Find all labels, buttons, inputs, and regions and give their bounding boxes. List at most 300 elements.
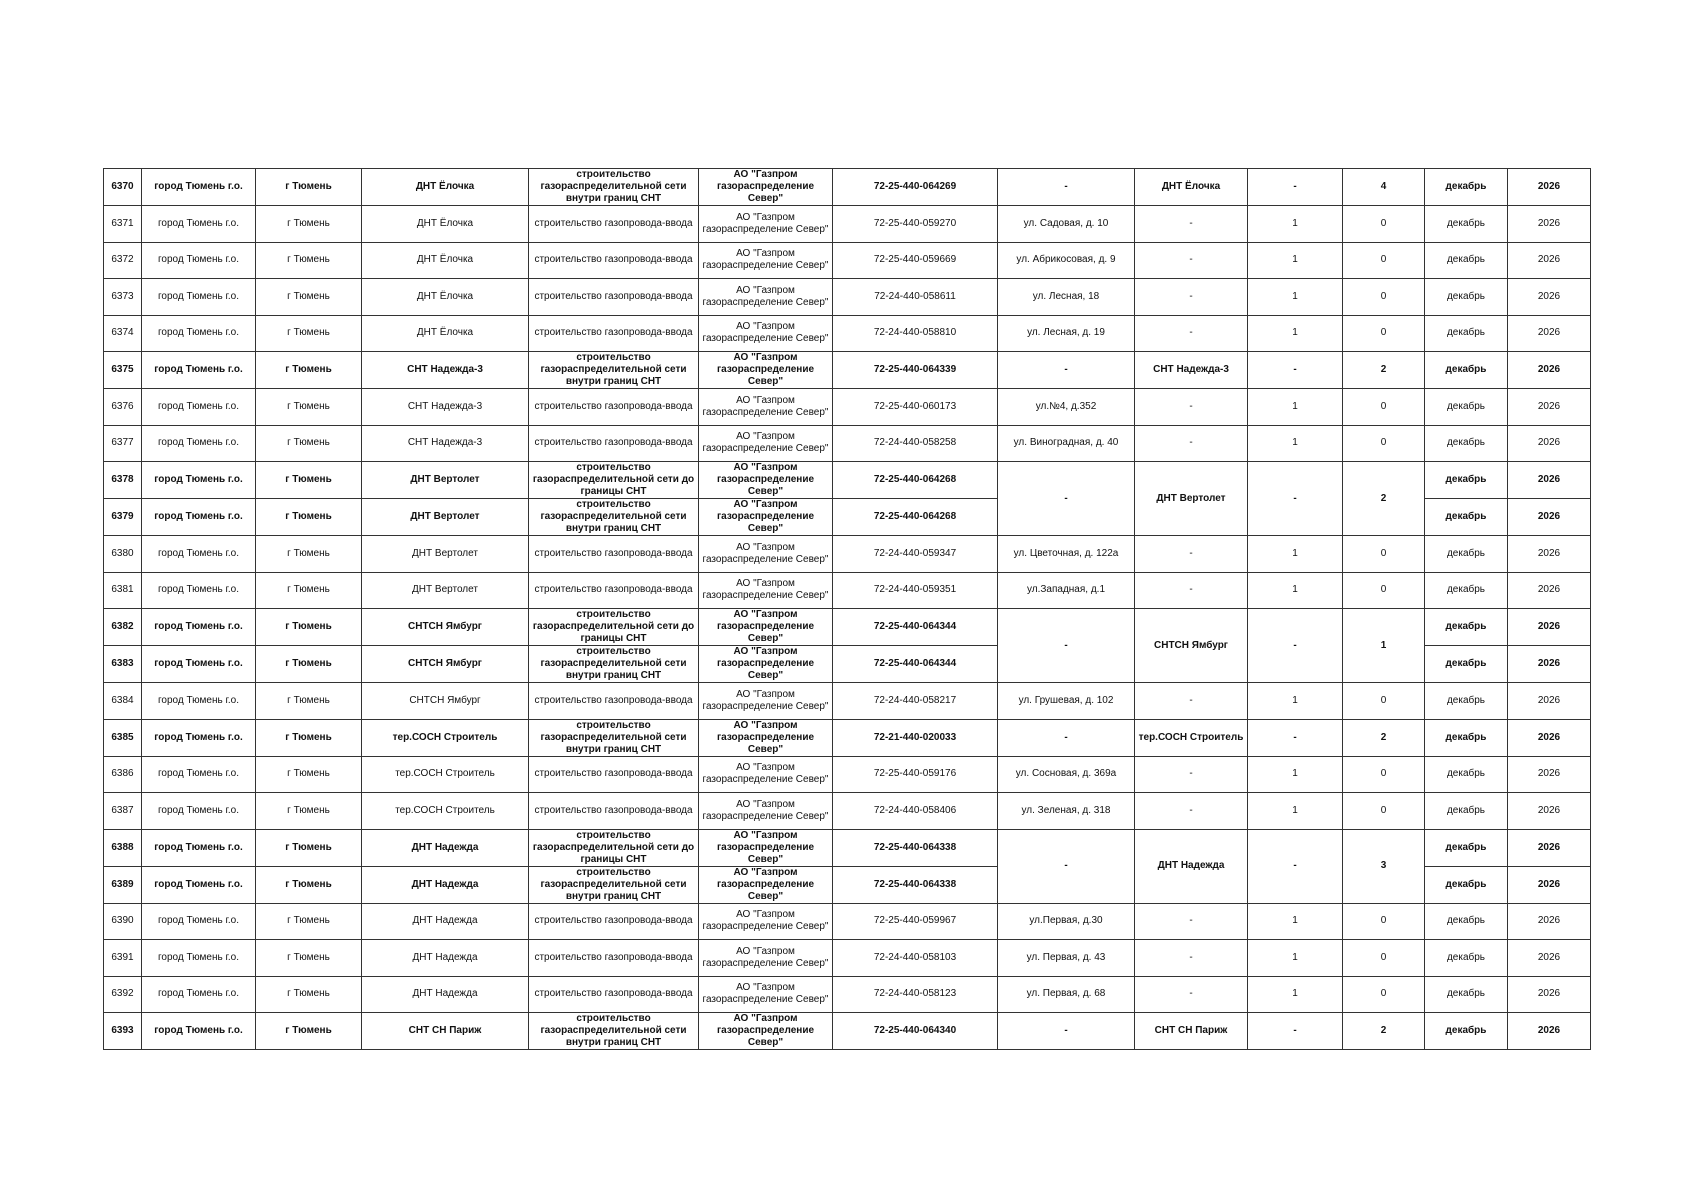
city-cell: г Тюмень — [256, 169, 362, 206]
month-cell: декабрь — [1425, 976, 1508, 1013]
organization-cell: АО "Газпром газораспределение Север" — [699, 866, 833, 903]
quantity-inputs-cell: 1 — [1248, 206, 1343, 243]
city-cell: г Тюмень — [256, 536, 362, 573]
organization-cell: АО "Газпром газораспределение Север" — [699, 169, 833, 206]
object-code-cell: 72-24-440-058406 — [833, 793, 998, 830]
city-cell: г Тюмень — [256, 829, 362, 866]
work-type-cell: строительство газораспределительной сети до границы СНТ — [529, 609, 699, 646]
object-code-cell: 72-25-440-064340 — [833, 1013, 998, 1050]
city-cell: г Тюмень — [256, 793, 362, 830]
row-number: 6377 — [104, 425, 142, 462]
object-code-cell: 72-24-440-058810 — [833, 315, 998, 352]
year-cell: 2026 — [1508, 536, 1591, 573]
address-cell: ул. Садовая, д. 10 — [998, 206, 1135, 243]
settlement-cell: ДНТ Вертолет — [362, 536, 529, 573]
settlement-cell: ДНТ Вертолет — [362, 572, 529, 609]
settlement-cell: СНТ СН Париж — [362, 1013, 529, 1050]
row-number: 6372 — [104, 242, 142, 279]
address-cell: - — [998, 169, 1135, 206]
year-cell: 2026 — [1508, 756, 1591, 793]
year-cell: 2026 — [1508, 940, 1591, 977]
object-code-cell: 72-25-440-064338 — [833, 829, 998, 866]
month-cell: декабрь — [1425, 793, 1508, 830]
object-name-cell: - — [1135, 389, 1248, 426]
row-number: 6382 — [104, 609, 142, 646]
row-number: 6386 — [104, 756, 142, 793]
table-row — [104, 683, 1591, 720]
object-code-cell: 72-25-440-064339 — [833, 352, 998, 389]
object-code-cell: 72-25-440-064268 — [833, 499, 998, 536]
quantity-inputs-cell: - — [1248, 462, 1343, 536]
work-type-cell: строительство газораспределительной сети внутри границ СНТ — [529, 1013, 699, 1050]
organization-cell: АО "Газпром газораспределение Север" — [699, 425, 833, 462]
district-cell: город Тюмень г.о. — [142, 866, 256, 903]
settlement-cell: ДНТ Надежда — [362, 829, 529, 866]
quantity-inputs-cell: - — [1248, 719, 1343, 756]
month-cell: декабрь — [1425, 462, 1508, 499]
quantity-network-cell: 0 — [1343, 683, 1425, 720]
address-cell: - — [998, 829, 1135, 903]
district-cell: город Тюмень г.о. — [142, 719, 256, 756]
work-type-cell: строительство газопровода-ввода — [529, 279, 699, 316]
city-cell: г Тюмень — [256, 866, 362, 903]
month-cell: декабрь — [1425, 279, 1508, 316]
table-row — [104, 756, 1591, 793]
quantity-network-cell: 0 — [1343, 242, 1425, 279]
object-name-cell: - — [1135, 756, 1248, 793]
year-cell: 2026 — [1508, 903, 1591, 940]
quantity-inputs-cell: 1 — [1248, 389, 1343, 426]
quantity-network-cell: 2 — [1343, 352, 1425, 389]
quantity-network-cell: 3 — [1343, 829, 1425, 903]
city-cell: г Тюмень — [256, 940, 362, 977]
organization-cell: АО "Газпром газораспределение Север" — [699, 719, 833, 756]
district-cell: город Тюмень г.о. — [142, 940, 256, 977]
organization-cell: АО "Газпром газораспределение Север" — [699, 279, 833, 316]
year-cell: 2026 — [1508, 572, 1591, 609]
quantity-network-cell: 2 — [1343, 719, 1425, 756]
month-cell: декабрь — [1425, 425, 1508, 462]
address-cell: ул. Сосновая, д. 369а — [998, 756, 1135, 793]
row-number: 6376 — [104, 389, 142, 426]
district-cell: город Тюмень г.о. — [142, 206, 256, 243]
object-code-cell: 72-24-440-059347 — [833, 536, 998, 573]
object-code-cell: 72-25-440-059270 — [833, 206, 998, 243]
work-type-cell: строительство газораспределительной сети внутри границ СНТ — [529, 499, 699, 536]
table-row — [104, 793, 1591, 830]
quantity-inputs-cell: - — [1248, 609, 1343, 683]
table-row — [104, 903, 1591, 940]
row-number: 6384 — [104, 683, 142, 720]
quantity-inputs-cell: 1 — [1248, 940, 1343, 977]
object-code-cell: 72-25-440-060173 — [833, 389, 998, 426]
year-cell: 2026 — [1508, 646, 1591, 683]
month-cell: декабрь — [1425, 756, 1508, 793]
quantity-inputs-cell: 1 — [1248, 683, 1343, 720]
table-row — [104, 352, 1591, 389]
object-name-cell: - — [1135, 279, 1248, 316]
row-number: 6390 — [104, 903, 142, 940]
city-cell: г Тюмень — [256, 279, 362, 316]
table-row — [104, 389, 1591, 426]
work-type-cell: строительство газораспределительной сети внутри границ СНТ — [529, 646, 699, 683]
organization-cell: АО "Газпром газораспределение Север" — [699, 903, 833, 940]
work-type-cell: строительство газораспределительной сети внутри границ СНТ — [529, 169, 699, 206]
organization-cell: АО "Газпром газораспределение Север" — [699, 976, 833, 1013]
year-cell: 2026 — [1508, 866, 1591, 903]
organization-cell: АО "Газпром газораспределение Север" — [699, 793, 833, 830]
quantity-network-cell: 0 — [1343, 756, 1425, 793]
object-name-cell: - — [1135, 536, 1248, 573]
year-cell: 2026 — [1508, 719, 1591, 756]
row-number: 6389 — [104, 866, 142, 903]
address-cell: - — [998, 462, 1135, 536]
object-name-cell: - — [1135, 572, 1248, 609]
city-cell: г Тюмень — [256, 976, 362, 1013]
year-cell: 2026 — [1508, 242, 1591, 279]
year-cell: 2026 — [1508, 279, 1591, 316]
month-cell: декабрь — [1425, 352, 1508, 389]
object-name-cell: - — [1135, 242, 1248, 279]
object-name-cell: СНТСН Ямбург — [1135, 609, 1248, 683]
object-code-cell: 72-24-440-058217 — [833, 683, 998, 720]
district-cell: город Тюмень г.о. — [142, 793, 256, 830]
row-number: 6387 — [104, 793, 142, 830]
year-cell: 2026 — [1508, 609, 1591, 646]
settlement-cell: СНТСН Ямбург — [362, 683, 529, 720]
quantity-inputs-cell: - — [1248, 352, 1343, 389]
month-cell: декабрь — [1425, 646, 1508, 683]
object-name-cell: ДНТ Надежда — [1135, 829, 1248, 903]
quantity-network-cell: 0 — [1343, 903, 1425, 940]
organization-cell: АО "Газпром газораспределение Север" — [699, 646, 833, 683]
settlement-cell: ДНТ Надежда — [362, 866, 529, 903]
object-name-cell: - — [1135, 940, 1248, 977]
settlement-cell: СНТ Надежда-3 — [362, 425, 529, 462]
work-type-cell: строительство газопровода-ввода — [529, 242, 699, 279]
work-type-cell: строительство газопровода-ввода — [529, 793, 699, 830]
year-cell: 2026 — [1508, 499, 1591, 536]
table-row — [104, 719, 1591, 756]
row-number: 6391 — [104, 940, 142, 977]
object-code-cell: 72-25-440-064268 — [833, 462, 998, 499]
month-cell: декабрь — [1425, 206, 1508, 243]
district-cell: город Тюмень г.о. — [142, 462, 256, 499]
district-cell: город Тюмень г.о. — [142, 646, 256, 683]
object-name-cell: тер.СОСН Строитель — [1135, 719, 1248, 756]
object-name-cell: - — [1135, 315, 1248, 352]
object-name-cell: СНТ СН Париж — [1135, 1013, 1248, 1050]
row-number: 6371 — [104, 206, 142, 243]
month-cell: декабрь — [1425, 829, 1508, 866]
address-cell: ул. Первая, д. 68 — [998, 976, 1135, 1013]
district-cell: город Тюмень г.о. — [142, 536, 256, 573]
quantity-network-cell: 0 — [1343, 940, 1425, 977]
table-row — [104, 169, 1591, 206]
year-cell: 2026 — [1508, 462, 1591, 499]
quantity-inputs-cell: 1 — [1248, 756, 1343, 793]
quantity-network-cell: 0 — [1343, 976, 1425, 1013]
city-cell: г Тюмень — [256, 1013, 362, 1050]
quantity-network-cell: 0 — [1343, 206, 1425, 243]
quantity-inputs-cell: - — [1248, 829, 1343, 903]
table-row — [104, 572, 1591, 609]
district-cell: город Тюмень г.о. — [142, 242, 256, 279]
year-cell: 2026 — [1508, 976, 1591, 1013]
settlement-cell: тер.СОСН Строитель — [362, 793, 529, 830]
work-type-cell: строительство газопровода-ввода — [529, 572, 699, 609]
work-type-cell: строительство газопровода-ввода — [529, 425, 699, 462]
address-cell: ул. Цветочная, д. 122а — [998, 536, 1135, 573]
address-cell: ул. Первая, д. 43 — [998, 940, 1135, 977]
row-number: 6375 — [104, 352, 142, 389]
table-row — [104, 279, 1591, 316]
settlement-cell: ДНТ Ёлочка — [362, 169, 529, 206]
row-number: 6385 — [104, 719, 142, 756]
quantity-inputs-cell: 1 — [1248, 242, 1343, 279]
address-cell: ул. Абрикосовая, д. 9 — [998, 242, 1135, 279]
settlement-cell: ДНТ Вертолет — [362, 462, 529, 499]
address-cell: ул.№4, д.352 — [998, 389, 1135, 426]
object-code-cell: 72-25-440-064269 — [833, 169, 998, 206]
city-cell: г Тюмень — [256, 903, 362, 940]
quantity-network-cell: 0 — [1343, 536, 1425, 573]
settlement-cell: ДНТ Вертолет — [362, 499, 529, 536]
quantity-network-cell: 2 — [1343, 462, 1425, 536]
year-cell: 2026 — [1508, 315, 1591, 352]
row-number: 6378 — [104, 462, 142, 499]
organization-cell: АО "Газпром газораспределение Север" — [699, 206, 833, 243]
address-cell: ул. Грушевая, д. 102 — [998, 683, 1135, 720]
district-cell: город Тюмень г.о. — [142, 279, 256, 316]
object-code-cell: 72-25-440-059176 — [833, 756, 998, 793]
quantity-inputs-cell: - — [1248, 169, 1343, 206]
row-number: 6374 — [104, 315, 142, 352]
quantity-inputs-cell: 1 — [1248, 279, 1343, 316]
table-row — [104, 425, 1591, 462]
object-code-cell: 72-21-440-020033 — [833, 719, 998, 756]
quantity-network-cell: 4 — [1343, 169, 1425, 206]
month-cell: декабрь — [1425, 1013, 1508, 1050]
month-cell: декабрь — [1425, 609, 1508, 646]
district-cell: город Тюмень г.о. — [142, 572, 256, 609]
work-type-cell: строительство газопровода-ввода — [529, 536, 699, 573]
month-cell: декабрь — [1425, 866, 1508, 903]
quantity-inputs-cell: 1 — [1248, 976, 1343, 1013]
city-cell: г Тюмень — [256, 683, 362, 720]
address-cell: - — [998, 352, 1135, 389]
work-type-cell: строительство газораспределительной сети до границы СНТ — [529, 462, 699, 499]
quantity-inputs-cell: 1 — [1248, 793, 1343, 830]
table-row — [104, 206, 1591, 243]
city-cell: г Тюмень — [256, 646, 362, 683]
address-cell: - — [998, 609, 1135, 683]
settlement-cell: ДНТ Ёлочка — [362, 279, 529, 316]
settlement-cell: ДНТ Ёлочка — [362, 242, 529, 279]
city-cell: г Тюмень — [256, 719, 362, 756]
object-code-cell: 72-24-440-058123 — [833, 976, 998, 1013]
address-cell: ул. Зеленая, д. 318 — [998, 793, 1135, 830]
district-cell: город Тюмень г.о. — [142, 829, 256, 866]
work-type-cell: строительство газораспределительной сети до границы СНТ — [529, 829, 699, 866]
settlement-cell: СНТ Надежда-3 — [362, 389, 529, 426]
object-code-cell: 72-25-440-059967 — [833, 903, 998, 940]
work-type-cell: строительство газораспределительной сети внутри границ СНТ — [529, 352, 699, 389]
settlement-cell: ДНТ Надежда — [362, 903, 529, 940]
city-cell: г Тюмень — [256, 315, 362, 352]
quantity-inputs-cell: - — [1248, 1013, 1343, 1050]
row-number: 6392 — [104, 976, 142, 1013]
month-cell: декабрь — [1425, 903, 1508, 940]
district-cell: город Тюмень г.о. — [142, 389, 256, 426]
work-type-cell: строительство газопровода-ввода — [529, 756, 699, 793]
month-cell: декабрь — [1425, 389, 1508, 426]
month-cell: декабрь — [1425, 940, 1508, 977]
year-cell: 2026 — [1508, 829, 1591, 866]
organization-cell: АО "Газпром газораспределение Север" — [699, 536, 833, 573]
object-name-cell: СНТ Надежда-3 — [1135, 352, 1248, 389]
work-type-cell: строительство газопровода-ввода — [529, 389, 699, 426]
object-name-cell: - — [1135, 793, 1248, 830]
district-cell: город Тюмень г.о. — [142, 425, 256, 462]
address-cell: ул.Первая, д.30 — [998, 903, 1135, 940]
organization-cell: АО "Газпром газораспределение Север" — [699, 352, 833, 389]
row-number: 6381 — [104, 572, 142, 609]
work-type-cell: строительство газопровода-ввода — [529, 206, 699, 243]
quantity-network-cell: 1 — [1343, 609, 1425, 683]
settlement-cell: ДНТ Надежда — [362, 976, 529, 1013]
district-cell: город Тюмень г.о. — [142, 169, 256, 206]
city-cell: г Тюмень — [256, 756, 362, 793]
quantity-inputs-cell: 1 — [1248, 425, 1343, 462]
organization-cell: АО "Газпром газораспределение Север" — [699, 756, 833, 793]
organization-cell: АО "Газпром газораспределение Север" — [699, 609, 833, 646]
year-cell: 2026 — [1508, 793, 1591, 830]
gasification-schedule-table — [103, 168, 1591, 1050]
year-cell: 2026 — [1508, 683, 1591, 720]
table-row — [104, 536, 1591, 573]
address-cell: - — [998, 1013, 1135, 1050]
month-cell: декабрь — [1425, 572, 1508, 609]
month-cell: декабрь — [1425, 719, 1508, 756]
organization-cell: АО "Газпром газораспределение Север" — [699, 499, 833, 536]
year-cell: 2026 — [1508, 389, 1591, 426]
address-cell: ул. Лесная, д. 19 — [998, 315, 1135, 352]
object-name-cell: - — [1135, 206, 1248, 243]
row-number: 6393 — [104, 1013, 142, 1050]
month-cell: декабрь — [1425, 242, 1508, 279]
work-type-cell: строительство газопровода-ввода — [529, 903, 699, 940]
object-code-cell: 72-24-440-059351 — [833, 572, 998, 609]
object-name-cell: - — [1135, 903, 1248, 940]
quantity-network-cell: 0 — [1343, 315, 1425, 352]
quantity-inputs-cell: 1 — [1248, 572, 1343, 609]
row-number: 6373 — [104, 279, 142, 316]
year-cell: 2026 — [1508, 425, 1591, 462]
settlement-cell: тер.СОСН Строитель — [362, 719, 529, 756]
year-cell: 2026 — [1508, 169, 1591, 206]
city-cell: г Тюмень — [256, 352, 362, 389]
month-cell: декабрь — [1425, 683, 1508, 720]
city-cell: г Тюмень — [256, 425, 362, 462]
city-cell: г Тюмень — [256, 206, 362, 243]
object-code-cell: 72-25-440-064344 — [833, 609, 998, 646]
month-cell: декабрь — [1425, 499, 1508, 536]
object-code-cell: 72-24-440-058103 — [833, 940, 998, 977]
object-name-cell: - — [1135, 683, 1248, 720]
work-type-cell: строительство газопровода-ввода — [529, 683, 699, 720]
organization-cell: АО "Газпром газораспределение Север" — [699, 829, 833, 866]
organization-cell: АО "Газпром газораспределение Север" — [699, 572, 833, 609]
quantity-inputs-cell: 1 — [1248, 315, 1343, 352]
city-cell: г Тюмень — [256, 389, 362, 426]
month-cell: декабрь — [1425, 169, 1508, 206]
month-cell: декабрь — [1425, 536, 1508, 573]
table-row — [104, 609, 1591, 646]
object-code-cell: 72-25-440-059669 — [833, 242, 998, 279]
district-cell: город Тюмень г.о. — [142, 756, 256, 793]
month-cell: декабрь — [1425, 315, 1508, 352]
table-row — [104, 976, 1591, 1013]
row-number: 6383 — [104, 646, 142, 683]
organization-cell: АО "Газпром газораспределение Север" — [699, 389, 833, 426]
district-cell: город Тюмень г.о. — [142, 1013, 256, 1050]
object-code-cell: 72-25-440-064338 — [833, 866, 998, 903]
settlement-cell: ДНТ Надежда — [362, 940, 529, 977]
table-row — [104, 462, 1591, 499]
quantity-network-cell: 0 — [1343, 425, 1425, 462]
table-row — [104, 829, 1591, 866]
quantity-network-cell: 0 — [1343, 793, 1425, 830]
city-cell: г Тюмень — [256, 572, 362, 609]
city-cell: г Тюмень — [256, 499, 362, 536]
district-cell: город Тюмень г.о. — [142, 683, 256, 720]
work-type-cell: строительство газораспределительной сети внутри границ СНТ — [529, 866, 699, 903]
table-row — [104, 315, 1591, 352]
organization-cell: АО "Газпром газораспределение Север" — [699, 683, 833, 720]
settlement-cell: ДНТ Ёлочка — [362, 206, 529, 243]
row-number: 6380 — [104, 536, 142, 573]
city-cell: г Тюмень — [256, 462, 362, 499]
settlement-cell: СНТСН Ямбург — [362, 609, 529, 646]
district-cell: город Тюмень г.о. — [142, 499, 256, 536]
object-name-cell: ДНТ Вертолет — [1135, 462, 1248, 536]
organization-cell: АО "Газпром газораспределение Север" — [699, 1013, 833, 1050]
quantity-network-cell: 0 — [1343, 572, 1425, 609]
table-row — [104, 1013, 1591, 1050]
organization-cell: АО "Газпром газораспределение Север" — [699, 315, 833, 352]
organization-cell: АО "Газпром газораспределение Север" — [699, 940, 833, 977]
city-cell: г Тюмень — [256, 242, 362, 279]
city-cell: г Тюмень — [256, 609, 362, 646]
year-cell: 2026 — [1508, 1013, 1591, 1050]
quantity-inputs-cell: 1 — [1248, 536, 1343, 573]
district-cell: город Тюмень г.о. — [142, 903, 256, 940]
settlement-cell: СНТ Надежда-3 — [362, 352, 529, 389]
object-name-cell: ДНТ Ёлочка — [1135, 169, 1248, 206]
quantity-network-cell: 0 — [1343, 389, 1425, 426]
district-cell: город Тюмень г.о. — [142, 976, 256, 1013]
address-cell: ул. Виноградная, д. 40 — [998, 425, 1135, 462]
organization-cell: АО "Газпром газораспределение Север" — [699, 462, 833, 499]
work-type-cell: строительство газораспределительной сети внутри границ СНТ — [529, 719, 699, 756]
row-number: 6379 — [104, 499, 142, 536]
district-cell: город Тюмень г.о. — [142, 609, 256, 646]
quantity-network-cell: 2 — [1343, 1013, 1425, 1050]
table-row — [104, 242, 1591, 279]
settlement-cell: СНТСН Ямбург — [362, 646, 529, 683]
address-cell: - — [998, 719, 1135, 756]
